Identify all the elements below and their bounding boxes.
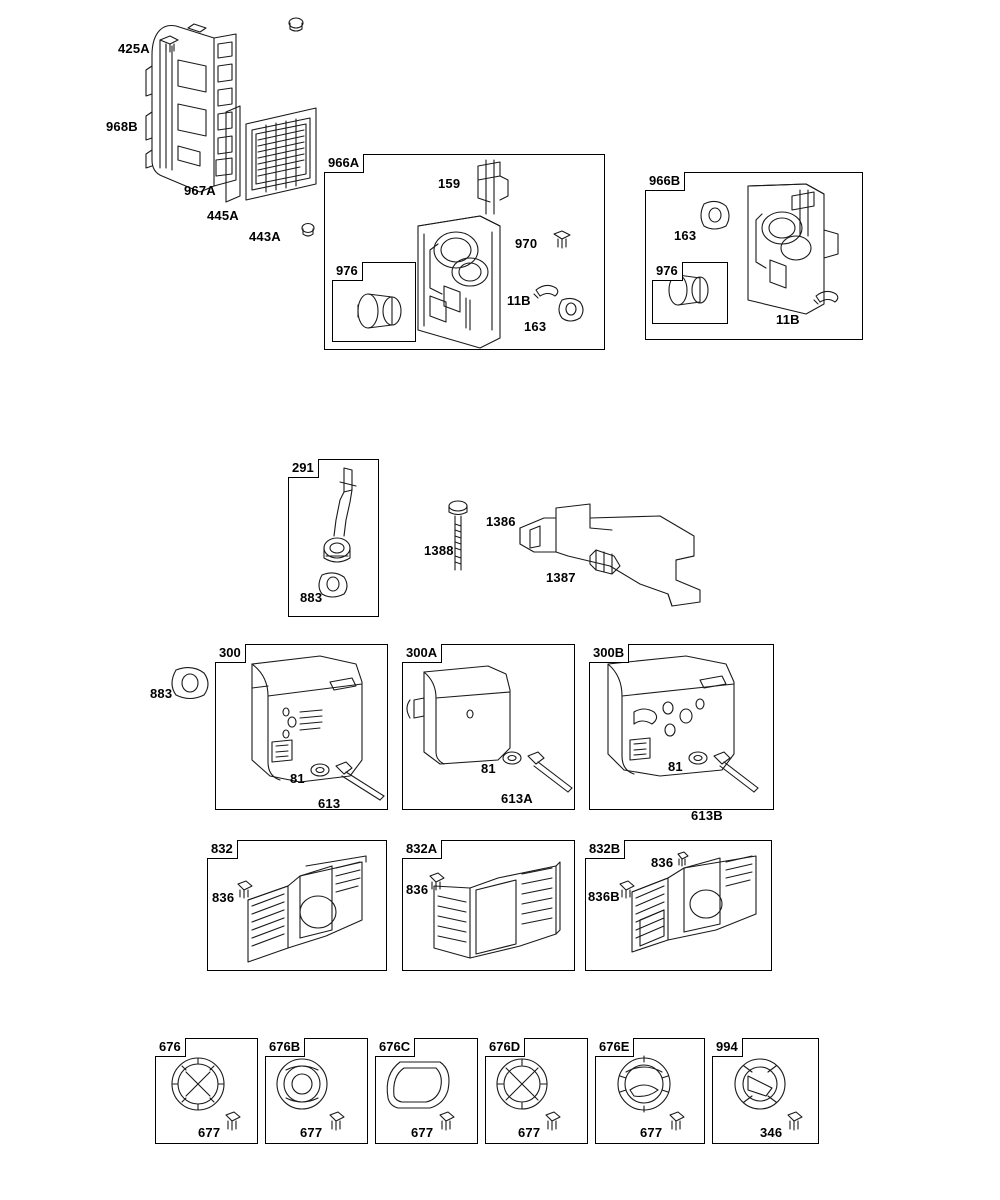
callout-443a: 443A (249, 229, 281, 244)
box-label-676d: 676D (485, 1038, 525, 1057)
box-label-300a: 300A (402, 644, 442, 663)
box-label-300b: 300B (589, 644, 629, 663)
callout-836b: 836B (588, 889, 620, 904)
callout-11b-a: 11B (507, 293, 531, 308)
callout-613a: 613A (501, 791, 533, 806)
box-label-976b: 976 (652, 262, 683, 281)
frame-832a (402, 840, 575, 971)
callout-967a: 967A (184, 183, 216, 198)
callout-1386: 1386 (486, 514, 516, 529)
frame-300b (589, 644, 774, 810)
callout-677-676e: 677 (640, 1125, 663, 1140)
callout-883-291: 883 (300, 590, 323, 605)
callout-613: 613 (318, 796, 341, 811)
box-label-300: 300 (215, 644, 246, 663)
box-label-994: 994 (712, 1038, 743, 1057)
callout-11b-b: 11B (776, 312, 800, 327)
callout-445a: 445A (207, 208, 239, 223)
frame-832 (207, 840, 387, 971)
air-cleaner-cover-art (146, 18, 303, 192)
callout-836-832: 836 (212, 890, 235, 905)
callout-163-a: 163 (524, 319, 547, 334)
callout-970: 970 (515, 236, 538, 251)
box-label-832a: 832A (402, 840, 442, 859)
callout-883-muffler: 883 (150, 686, 173, 701)
callout-836-832b-top: 836 (651, 855, 674, 870)
callout-1388: 1388 (424, 543, 454, 558)
box-label-966a: 966A (324, 154, 364, 173)
callout-1387: 1387 (546, 570, 576, 585)
callout-425a: 425A (118, 41, 150, 56)
box-label-832b: 832B (585, 840, 625, 859)
box-label-966b: 966B (645, 172, 685, 191)
callout-81-300a: 81 (481, 761, 496, 776)
box-label-976a: 976 (332, 262, 363, 281)
callout-81-300b: 81 (668, 759, 683, 774)
bolt-1388-art (449, 501, 467, 570)
box-label-832: 832 (207, 840, 238, 859)
box-label-676: 676 (155, 1038, 186, 1057)
grommet-1387-art (590, 550, 620, 574)
frame-300a (402, 644, 575, 810)
frame-832b (585, 840, 772, 971)
breather-bracket-art (520, 504, 700, 606)
callout-836-832a: 836 (406, 882, 429, 897)
callout-159: 159 (438, 176, 461, 191)
callout-677-676d: 677 (518, 1125, 541, 1140)
callout-677-676: 677 (198, 1125, 221, 1140)
callout-677-676c: 677 (411, 1125, 434, 1140)
callout-163-b: 163 (674, 228, 697, 243)
box-label-676e: 676E (595, 1038, 634, 1057)
callout-613b: 613B (691, 808, 723, 823)
callout-81-300: 81 (290, 771, 305, 786)
callout-346-994: 346 (760, 1125, 783, 1140)
box-label-291: 291 (288, 459, 319, 478)
callout-968b: 968B (106, 119, 138, 134)
air-filter-element-art (226, 106, 316, 236)
box-label-676c: 676C (375, 1038, 415, 1057)
screw-425a-art (160, 36, 178, 52)
box-label-676b: 676B (265, 1038, 305, 1057)
gasket-883-muffler-art (172, 668, 208, 699)
callout-677-676b: 677 (300, 1125, 323, 1140)
